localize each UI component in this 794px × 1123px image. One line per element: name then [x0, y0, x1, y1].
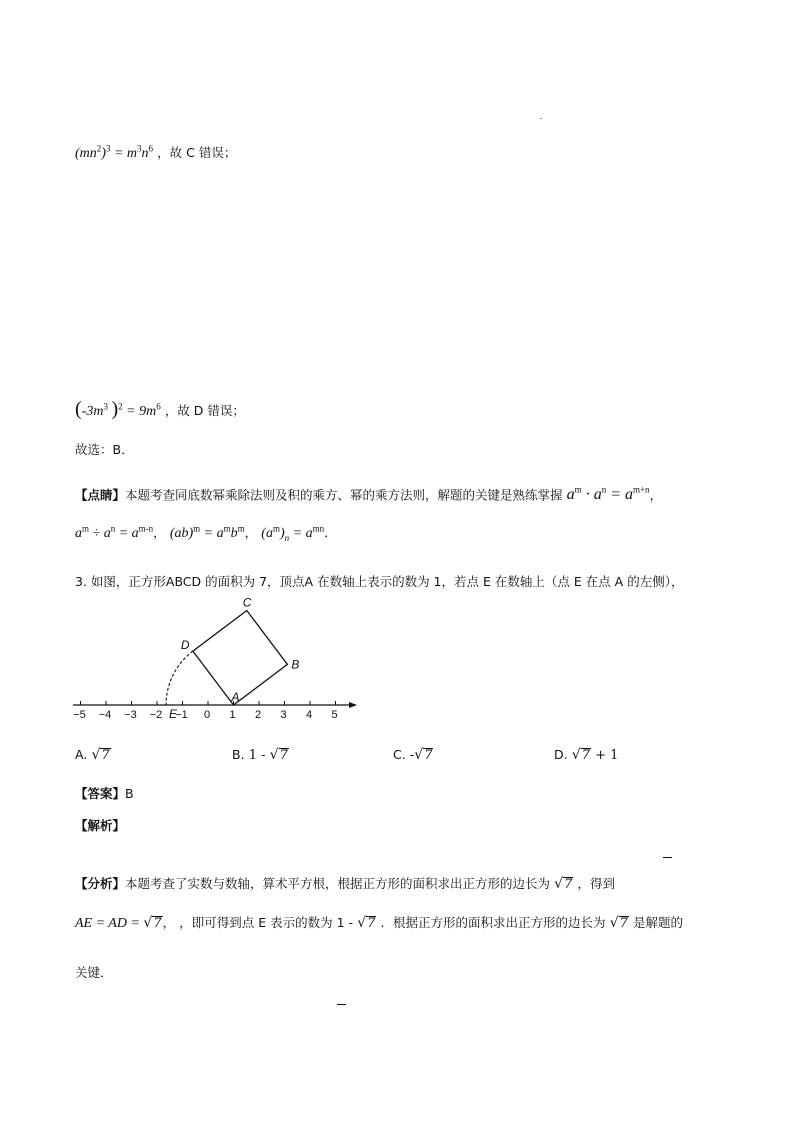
- review-formula-4: $(a^m)_n = a^{mn}$: [261, 523, 325, 543]
- analysis-tag: 【解析】: [75, 818, 126, 833]
- answer-value: B: [125, 786, 134, 801]
- dashed-arc: [166, 651, 193, 705]
- tick-label: 2: [254, 709, 262, 721]
- analysis-sqrt-3: 7: [367, 916, 376, 931]
- option-a-value: 7: [101, 748, 110, 763]
- option-a: A. √7: [75, 747, 110, 763]
- option-c: C. -√7: [393, 747, 433, 763]
- review-line-2: $a^m \div a^n = a^{m-n}$， $(ab)^m = a^mb^m$， $(a^m)_n = a^{mn}$．: [75, 523, 337, 543]
- point-e-label: E: [169, 707, 178, 721]
- point-a-label: A: [231, 690, 240, 704]
- option-d-letter: D: [554, 747, 564, 762]
- review-formula-2: $a^m \div a^n = a^{m-n}$: [75, 523, 154, 541]
- option-c-value: -√7: [409, 747, 433, 763]
- review-formula-1: $a^m \cdot a^n = a^{m+n}$: [566, 485, 650, 504]
- review-formula-3: $(ab)^m = a^mb^m$: [169, 523, 245, 541]
- point-b-label: B: [291, 657, 300, 672]
- review-text: 本题考查同底数幂乘除法则及积的乘方、幂的乘方法则，解题的关键是熟练掌握: [125, 487, 563, 503]
- tick-label: −2: [149, 709, 163, 721]
- answer-tag: 【答案】: [75, 786, 126, 801]
- line-d: [75, 398, 245, 421]
- answer-line: [75, 784, 134, 802]
- dash-mark-2: [337, 1004, 346, 1005]
- analysis-line-1: 【分析】本题考查了实数与数轴，算术平方根，根据正方形的面积求出正方形的边长为 √7 ，得到: [75, 876, 616, 892]
- line-c: [75, 143, 236, 162]
- option-d-value: √7 + 1: [571, 747, 619, 763]
- dash-mark-1: [663, 857, 672, 858]
- analysis-eq: AE = AD =: [75, 916, 144, 931]
- tick-label: 4: [305, 709, 313, 721]
- number-line-figure: [65, 592, 365, 722]
- review-tag: 【点睛】: [75, 487, 126, 503]
- square-abcd: [193, 611, 287, 705]
- analysis-sqrt-2: 7: [153, 916, 162, 931]
- analysis-text-6: 关键．: [75, 965, 113, 980]
- analysis-text-2: ，得到: [577, 876, 616, 891]
- option-b: B. 1 - √7: [232, 747, 288, 763]
- analysis-text-1: 本题考查了实数与数轴，算术平方根，根据正方形的面积求出正方形的边长为: [125, 876, 551, 891]
- analysis-text-3: ，即可得到点 E 表示的数为 1 -: [179, 915, 354, 930]
- analysis-text-5: 是解题的: [633, 915, 684, 930]
- analysis-sqrt-4: 7: [619, 916, 628, 931]
- choose-line: 故选：B．: [75, 442, 134, 457]
- tick-label: 0: [203, 709, 211, 721]
- option-b-value: 1 - √7: [248, 747, 288, 763]
- analysis-line-2: AE = AD = √7， ，即可得到点 E 表示的数为 1 - √7 ．根据正方形的面积求出正方形的边长为 √7 是解题的: [75, 915, 684, 931]
- axis-arrow: [349, 702, 357, 708]
- tick-label: −5: [73, 709, 86, 721]
- stray-dot: [540, 118, 542, 119]
- analysis-subtag: 【分析】: [75, 876, 126, 891]
- review-line-1: 【点睛】本题考查同底数幂乘除法则及积的乘方、幂的乘方法则，解题的关键是熟练掌握 $a^m \cdot a^n = a^{m+n}$，: [75, 485, 663, 504]
- tick-label: 1: [229, 709, 236, 721]
- question-3-text: 3. 如图，正方形ABCD 的面积为 7，顶点A 在数轴上表示的数为 1，若点 E 在数轴上（点 E 在点 A 的左侧），: [75, 574, 684, 589]
- option-c-letter: C: [393, 747, 402, 762]
- tick-label: 3: [280, 709, 287, 721]
- option-d: D. √7 + 1: [554, 747, 619, 763]
- point-d-label: D: [180, 638, 190, 653]
- tick-label: −3: [124, 709, 137, 721]
- analysis-text-4: ．根据正方形的面积求出正方形的边长为: [380, 915, 606, 930]
- option-a-letter: A: [75, 747, 84, 762]
- tick-label: 5: [331, 709, 338, 721]
- tick-label: −4: [98, 709, 112, 721]
- line-d-text: ，故 D 错误；: [164, 403, 245, 418]
- point-c-label: C: [242, 595, 252, 610]
- line-d-expression: ($-3m^3$ )$^2 = 9m^6$: [75, 398, 161, 420]
- line-c-text: ，故 C 错误；: [157, 145, 237, 160]
- tick-label: −1: [175, 709, 188, 721]
- line-c-expression: $(mn^2)^3 = m^3n^6$: [75, 143, 154, 161]
- option-b-letter: B: [232, 747, 241, 762]
- analysis-sqrt-1: 7: [564, 877, 573, 892]
